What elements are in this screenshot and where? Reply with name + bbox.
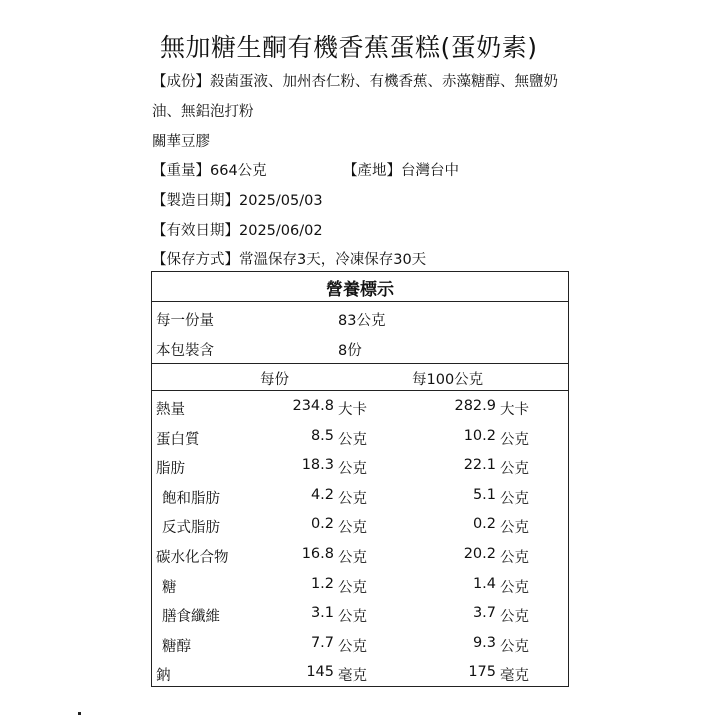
per-serving-unit: 公克 <box>338 639 367 655</box>
servings-per-package-label: 本包裝含 <box>156 343 214 359</box>
per-serving-value: 234.8 <box>292 398 334 414</box>
per-100g-unit: 大卡 <box>500 402 529 418</box>
nutrient-name: 糖醇 <box>162 639 191 655</box>
per-100g-value: 22.1 <box>463 457 496 473</box>
per-100g-value: 0.2 <box>472 516 496 532</box>
per-serving-unit: 公克 <box>338 491 367 507</box>
per-100g-value: 175 <box>468 664 496 680</box>
per-100g-unit: 公克 <box>500 491 529 507</box>
nutrient-name: 鈉 <box>156 668 171 684</box>
column-header-per-100g: 每100公克 <box>412 372 484 388</box>
stray-mark <box>78 712 81 715</box>
per-serving-unit: 公克 <box>338 432 367 448</box>
per-100g-value: 10.2 <box>463 428 496 444</box>
per-serving-value: 1.2 <box>310 576 334 592</box>
ingredients-line-3: 關華豆膠 <box>152 134 210 150</box>
ingredients-line-2: 油、無鋁泡打粉 <box>152 104 254 120</box>
per-100g-unit: 公克 <box>500 550 529 566</box>
per-serving-value: 3.1 <box>310 605 334 621</box>
nutrient-name: 飽和脂肪 <box>162 491 220 507</box>
storage-text: 【保存方式】常溫保存3天，冷凍保存30天 <box>152 252 427 268</box>
origin-text: 【產地】台灣台中 <box>343 163 459 179</box>
per-100g-value: 1.4 <box>472 576 496 592</box>
per-serving-value: 16.8 <box>301 546 334 562</box>
per-100g-value: 20.2 <box>463 546 496 562</box>
expiry-date-text: 【有效日期】2025/06/02 <box>152 223 323 239</box>
nutrition-heading: 營養標示 <box>326 280 394 300</box>
ingredients-line-1: 【成份】殺菌蛋液、加州杏仁粉、有機香蕉、赤藻糖醇、無鹽奶 <box>152 74 558 90</box>
serving-size-value: 83公克 <box>338 313 386 329</box>
nutrient-name: 糖 <box>162 580 177 596</box>
divider <box>152 390 568 391</box>
per-100g-value: 3.7 <box>472 605 496 621</box>
per-100g-unit: 公克 <box>500 432 529 448</box>
per-serving-unit: 公克 <box>338 461 367 477</box>
per-serving-unit: 公克 <box>338 550 367 566</box>
column-header-per-serving: 每份 <box>260 372 289 388</box>
per-serving-unit: 公克 <box>338 580 367 596</box>
product-title: 無加糖生酮有機香蕉蛋糕(蛋奶素) <box>160 33 538 62</box>
per-100g-unit: 公克 <box>500 520 529 536</box>
weight-text: 【重量】664公克 <box>152 163 267 179</box>
nutrient-name: 碳水化合物 <box>156 550 229 566</box>
per-serving-value: 0.2 <box>310 516 334 532</box>
per-100g-value: 9.3 <box>472 635 496 651</box>
nutrient-name: 熱量 <box>156 402 185 418</box>
nutrient-name: 脂肪 <box>156 461 185 477</box>
per-serving-unit: 公克 <box>338 520 367 536</box>
per-serving-unit: 毫克 <box>338 668 367 684</box>
divider <box>152 301 568 302</box>
nutrient-name: 蛋白質 <box>156 432 200 448</box>
nutrient-name: 膳食纖維 <box>162 609 220 625</box>
per-serving-value: 145 <box>306 664 334 680</box>
divider <box>152 363 568 364</box>
per-serving-unit: 大卡 <box>338 402 367 418</box>
per-serving-unit: 公克 <box>338 609 367 625</box>
manufacture-date-text: 【製造日期】2025/05/03 <box>152 193 323 209</box>
servings-per-package-value: 8份 <box>338 343 362 359</box>
per-serving-value: 4.2 <box>310 487 334 503</box>
per-100g-unit: 毫克 <box>500 668 529 684</box>
per-serving-value: 7.7 <box>310 635 334 651</box>
nutrition-facts-panel <box>151 271 569 687</box>
nutrient-name: 反式脂肪 <box>162 520 220 536</box>
per-100g-unit: 公克 <box>500 609 529 625</box>
per-100g-unit: 公克 <box>500 461 529 477</box>
per-100g-unit: 公克 <box>500 580 529 596</box>
per-serving-value: 18.3 <box>301 457 334 473</box>
per-serving-value: 8.5 <box>310 428 334 444</box>
serving-size-label: 每一份量 <box>156 313 214 329</box>
per-100g-unit: 公克 <box>500 639 529 655</box>
per-100g-value: 5.1 <box>472 487 496 503</box>
per-100g-value: 282.9 <box>454 398 496 414</box>
